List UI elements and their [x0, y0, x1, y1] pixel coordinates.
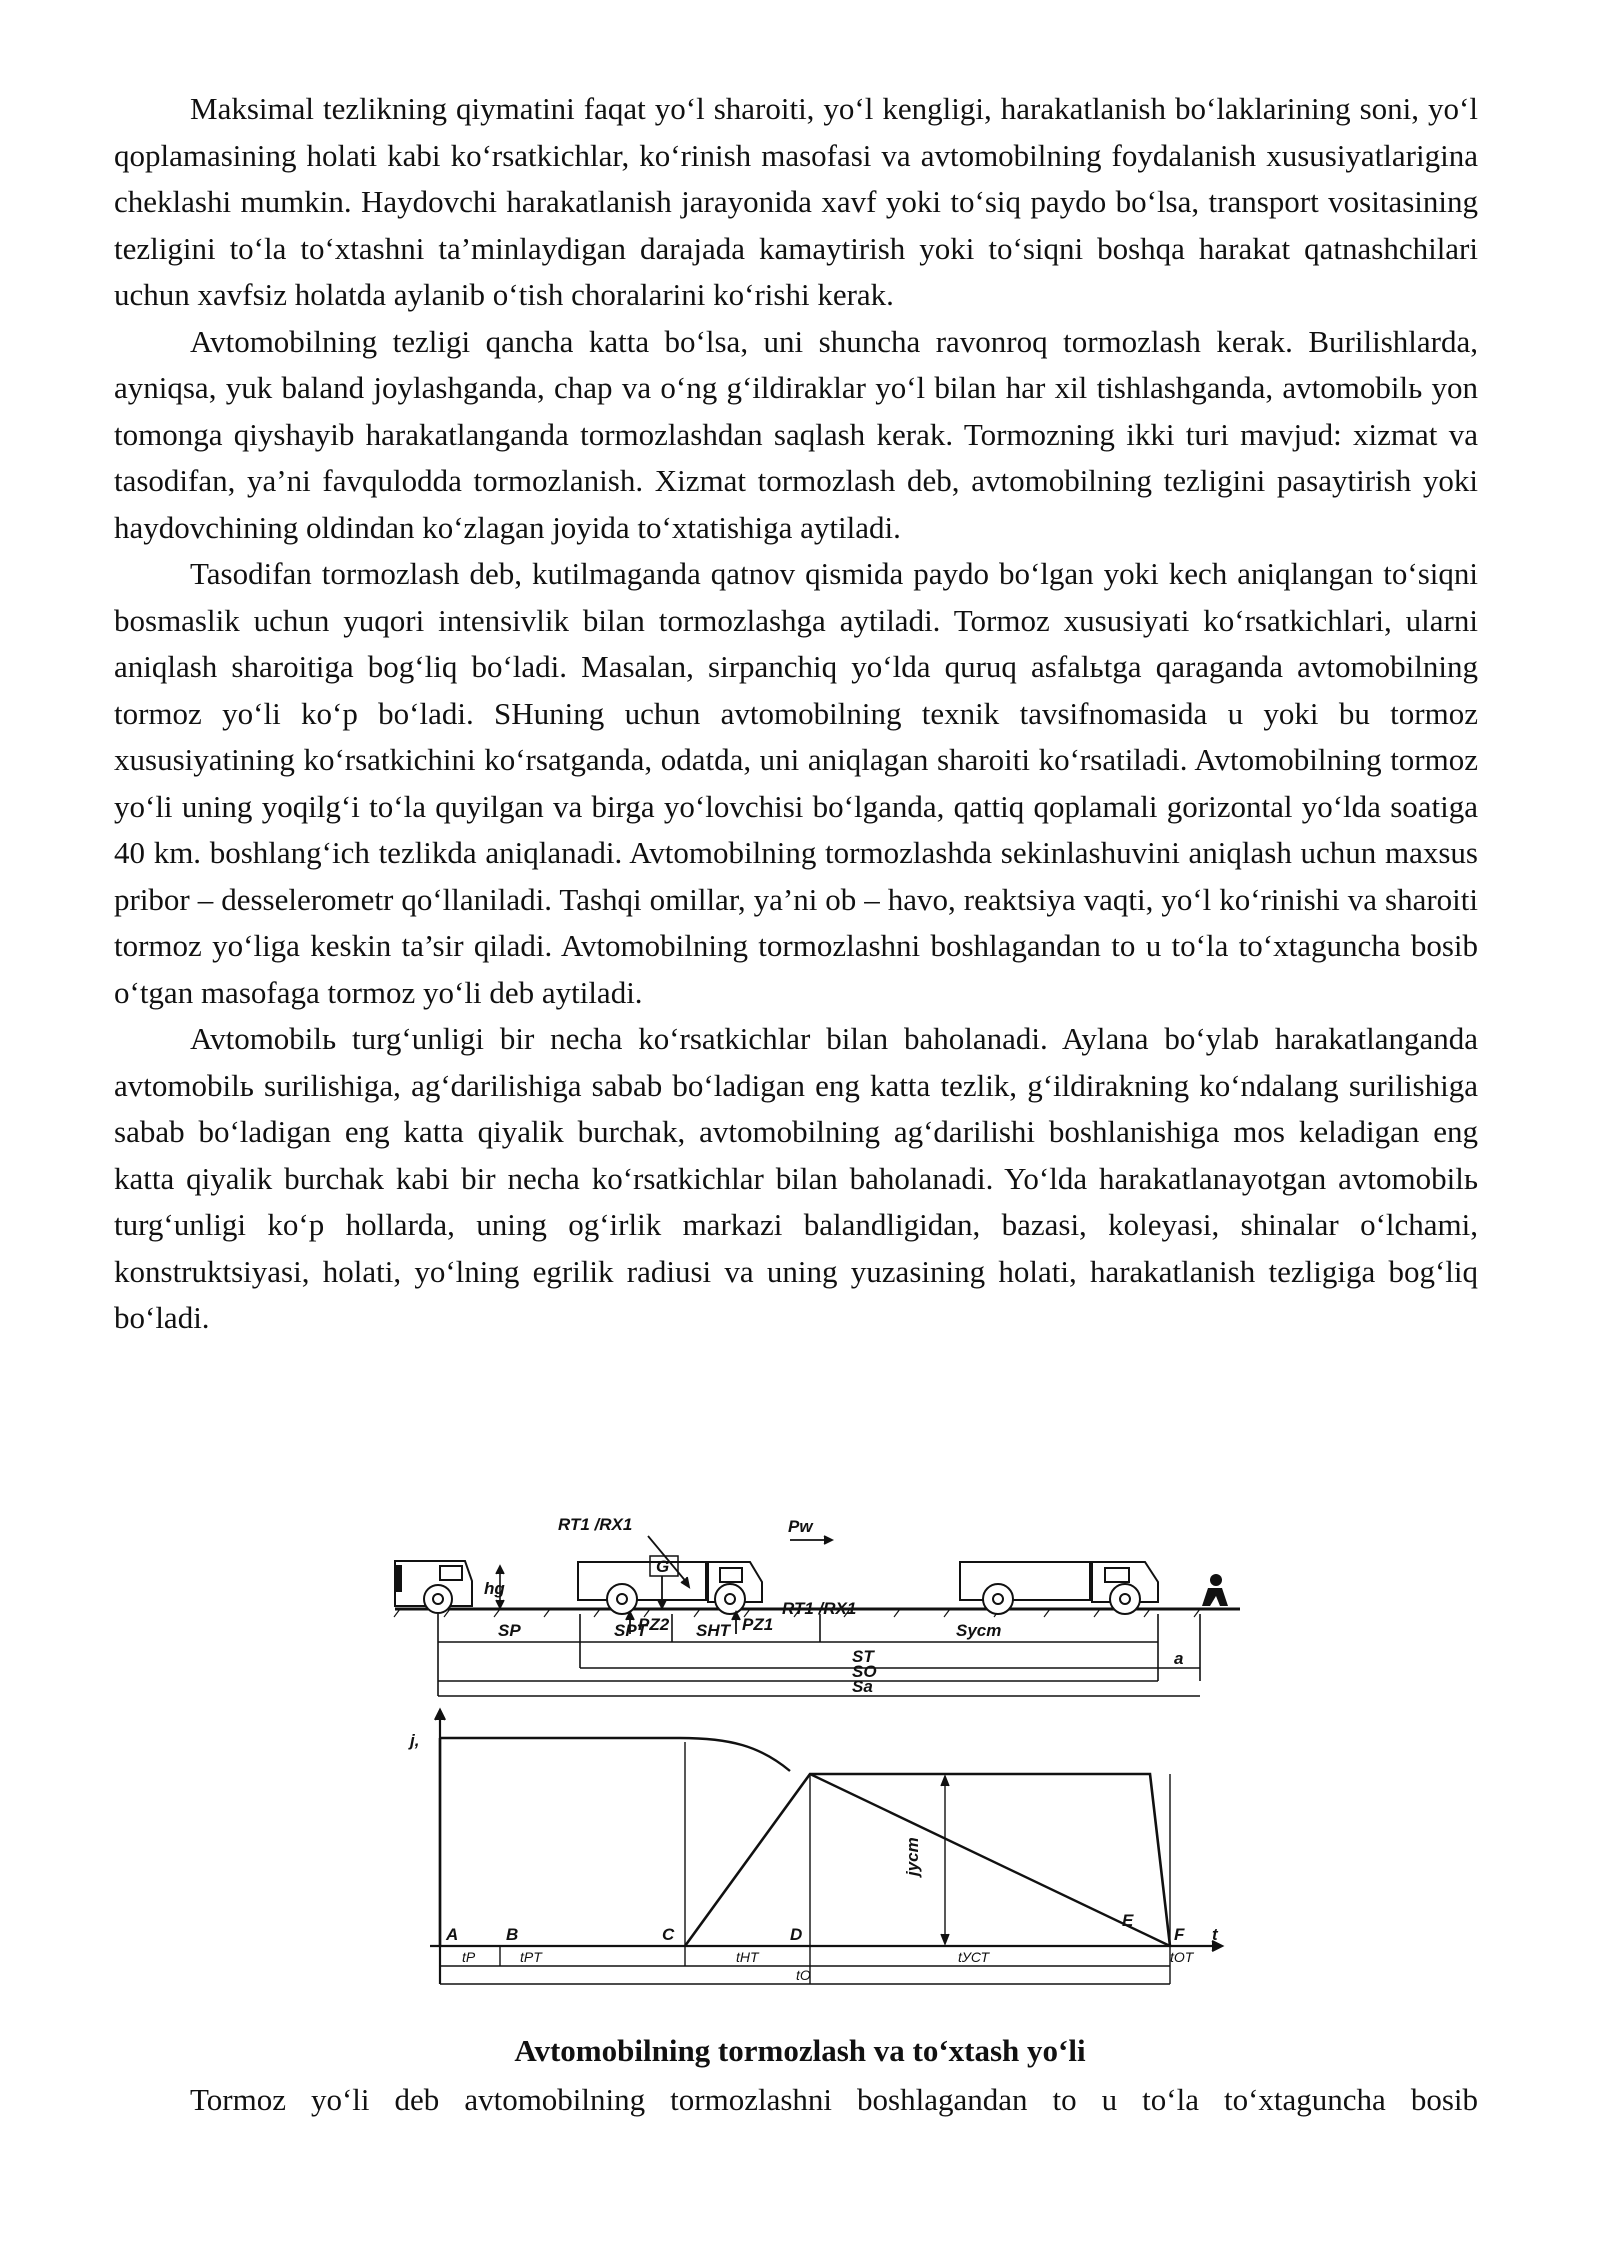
point-d-label: D — [790, 1925, 803, 1944]
tpt-label: tPT — [520, 1949, 542, 1965]
t-axis-label: t — [1212, 1925, 1218, 1944]
pz2-label: PZ2 — [638, 1615, 670, 1634]
sa-label: Sa — [852, 1677, 873, 1696]
st-label: ST — [852, 1647, 874, 1666]
paragraph: Tasodifan tormozlash deb, kutilmaganda qatnov qismida paydo bo‘lgan yoki kech aniqlangan to‘siqni bosmaslik uchun yuqori intensivlik bilan tormozlashga aytiladi. Tormoz xususiyati ko‘rsatkichlari, ularni aniqlash sharoitiga bog‘liq bo‘ladi. Masalan, sirpanchiq yo‘lda quruq asfalьtga qaraganda avtomobilning tormoz yo‘li ko‘p bo‘ladi. SHuning uchun avtomobilning texnik tavsifnomasida u yoki bu tormoz xususiyatining ko‘rsatkichini ko‘rsatganda, odatda, uni aniqlagan sharoiti ko‘rsatiladi. Avtomobilning tormoz yo‘li uning yoqilg‘i to‘la quyilgan va birga yo‘lovchisi bo‘lganda, qattiq qoplamali gorizontal yo‘lda soatiga 40 km. boshlang‘ich tezlikda aniqlanadi. Avtomobilning tormozlashda sekinlashuvini aniqlash uchun maxsus pribor – desselerometr qo‘llaniladi. Tashqi omillar, ya’ni ob – havo, reaktsiya vaqti, yo‘l ko‘rinishi va sharoiti tormoz yo‘liga keskin ta’sir qiladi. Avtomobilning tormozlashni boshlagandan to u to‘la to‘xtaguncha bosib o‘tgan masofaga tormoz yo‘li deb aytiladi. — [114, 556, 1478, 1010]
sp-label: SP — [498, 1621, 521, 1640]
sht-label: SHT — [696, 1621, 730, 1640]
force-ratio-top-label: RT1 /RX1 — [558, 1515, 633, 1534]
g-label: G — [656, 1557, 670, 1576]
pz1-label: PZ1 — [742, 1615, 774, 1634]
pw-label: Pw — [788, 1517, 813, 1536]
tot-label: tOT — [1170, 1949, 1194, 1965]
paragraph: Avtomobilning tezligi qancha katta bo‘lsa, uni shuncha ravonroq tormozlash kerak. Burilishlarda, ayniqsa, yuk baland joylashganda, chap va o‘ng g‘ildiraklar yo‘l bilan har xil tishlashganda, avtomobilь yon tomonga qiyshayib harakatlanganda tormozlashdan saqlash kerak. Tormozning ikki turi mavjud: xizmat va tasodifan, ya’ni favqulodda tormozlanish. Xizmat tormozlash deb, avtomobilning tezligini pasaytirish yoki haydovchining oldindan ko‘zlagan joyida to‘xtatishiga aytiladi. — [114, 323, 1478, 545]
tp-label: tP — [462, 1949, 476, 1965]
figure-caption: Avtomobilning tormozlash va to‘xtash yo‘li — [514, 2033, 1086, 2068]
a-label: a — [1174, 1649, 1184, 1668]
point-a-label: A — [446, 1925, 459, 1944]
paragraph: Maksimal tezlikning qiymatini faqat yo‘l sharoiti, yo‘l kengligi, harakatlanish bo‘laklarining soni, yo‘l qoplamasining holati kabi ko‘rsatkichlar, ko‘rinish masofasi va avtomobilning foydalanish xususiyatlarigina cheklashi mumkin. Haydovchi harakatlanish jarayonida xavf yoki to‘siq paydo bo‘lsa, transport vositasining tezligini to‘la to‘xtashni ta’minlaydigan darajada kamaytirish yoki to‘siqni boshqa harakat qatnashchilari uchun xavfsiz holatda aylanib o‘tish choralarini ko‘rishi kerak. — [114, 91, 1478, 312]
spt-label: SPT — [614, 1621, 648, 1640]
paragraph: Avtomobilь turg‘unligi bir necha ko‘rsatkichlar bilan baholanadi. Aylana bo‘ylab harakatlanganda avtomobilь surilishiga, ag‘darilishiga sabab bo‘ladigan eng katta tezlik, g‘ildirakning ko‘ndalang surilishiga sabab bo‘ladigan eng katta qiyalik burchak, avtomobilning ag‘darilishi boshlanishiga mos keladigan eng katta qiyalik burchak kabi bir necha ko‘rsatkichlar bilan baholanadi. Yo‘lda harakatlanayotgan avtomobilь turg‘unligi ko‘p hollarda, uning og‘irlik markazi balandligidan, bazasi, koleyasi, shinalar o‘lchami, konstruktsiyasi, holati, yo‘lning egrilik radiusi va uning yuzasining holati, harakatlanish tezligiga bog‘liq bo‘ladi. — [114, 1021, 1478, 1335]
j-axis-label: j, — [410, 1731, 420, 1750]
tust-label: tУСТ — [958, 1949, 990, 1965]
point-b-label: B — [506, 1925, 519, 1944]
braking-diagram — [390, 1506, 1260, 2006]
tht-label: tHT — [736, 1949, 759, 1965]
hg-label: hg — [484, 1579, 505, 1598]
force-ratio-mid-label: RT1 /RX1 — [782, 1599, 857, 1618]
paragraph-continuation: Tormoz yo‘li deb avtomobilning tormozlashni boshlagandan to u to‘la to‘xtaguncha bosib — [190, 2082, 1478, 2117]
point-c-label: C — [662, 1925, 675, 1944]
body-text — [114, 86, 1478, 1342]
point-f-label: F — [1174, 1925, 1185, 1944]
point-e-label: E — [1122, 1911, 1134, 1930]
so-label: SO — [852, 1662, 877, 1681]
to-label: tO — [796, 1967, 811, 1983]
sust-label: Sуст — [956, 1621, 1002, 1640]
just-label: jуст — [903, 1837, 922, 1876]
